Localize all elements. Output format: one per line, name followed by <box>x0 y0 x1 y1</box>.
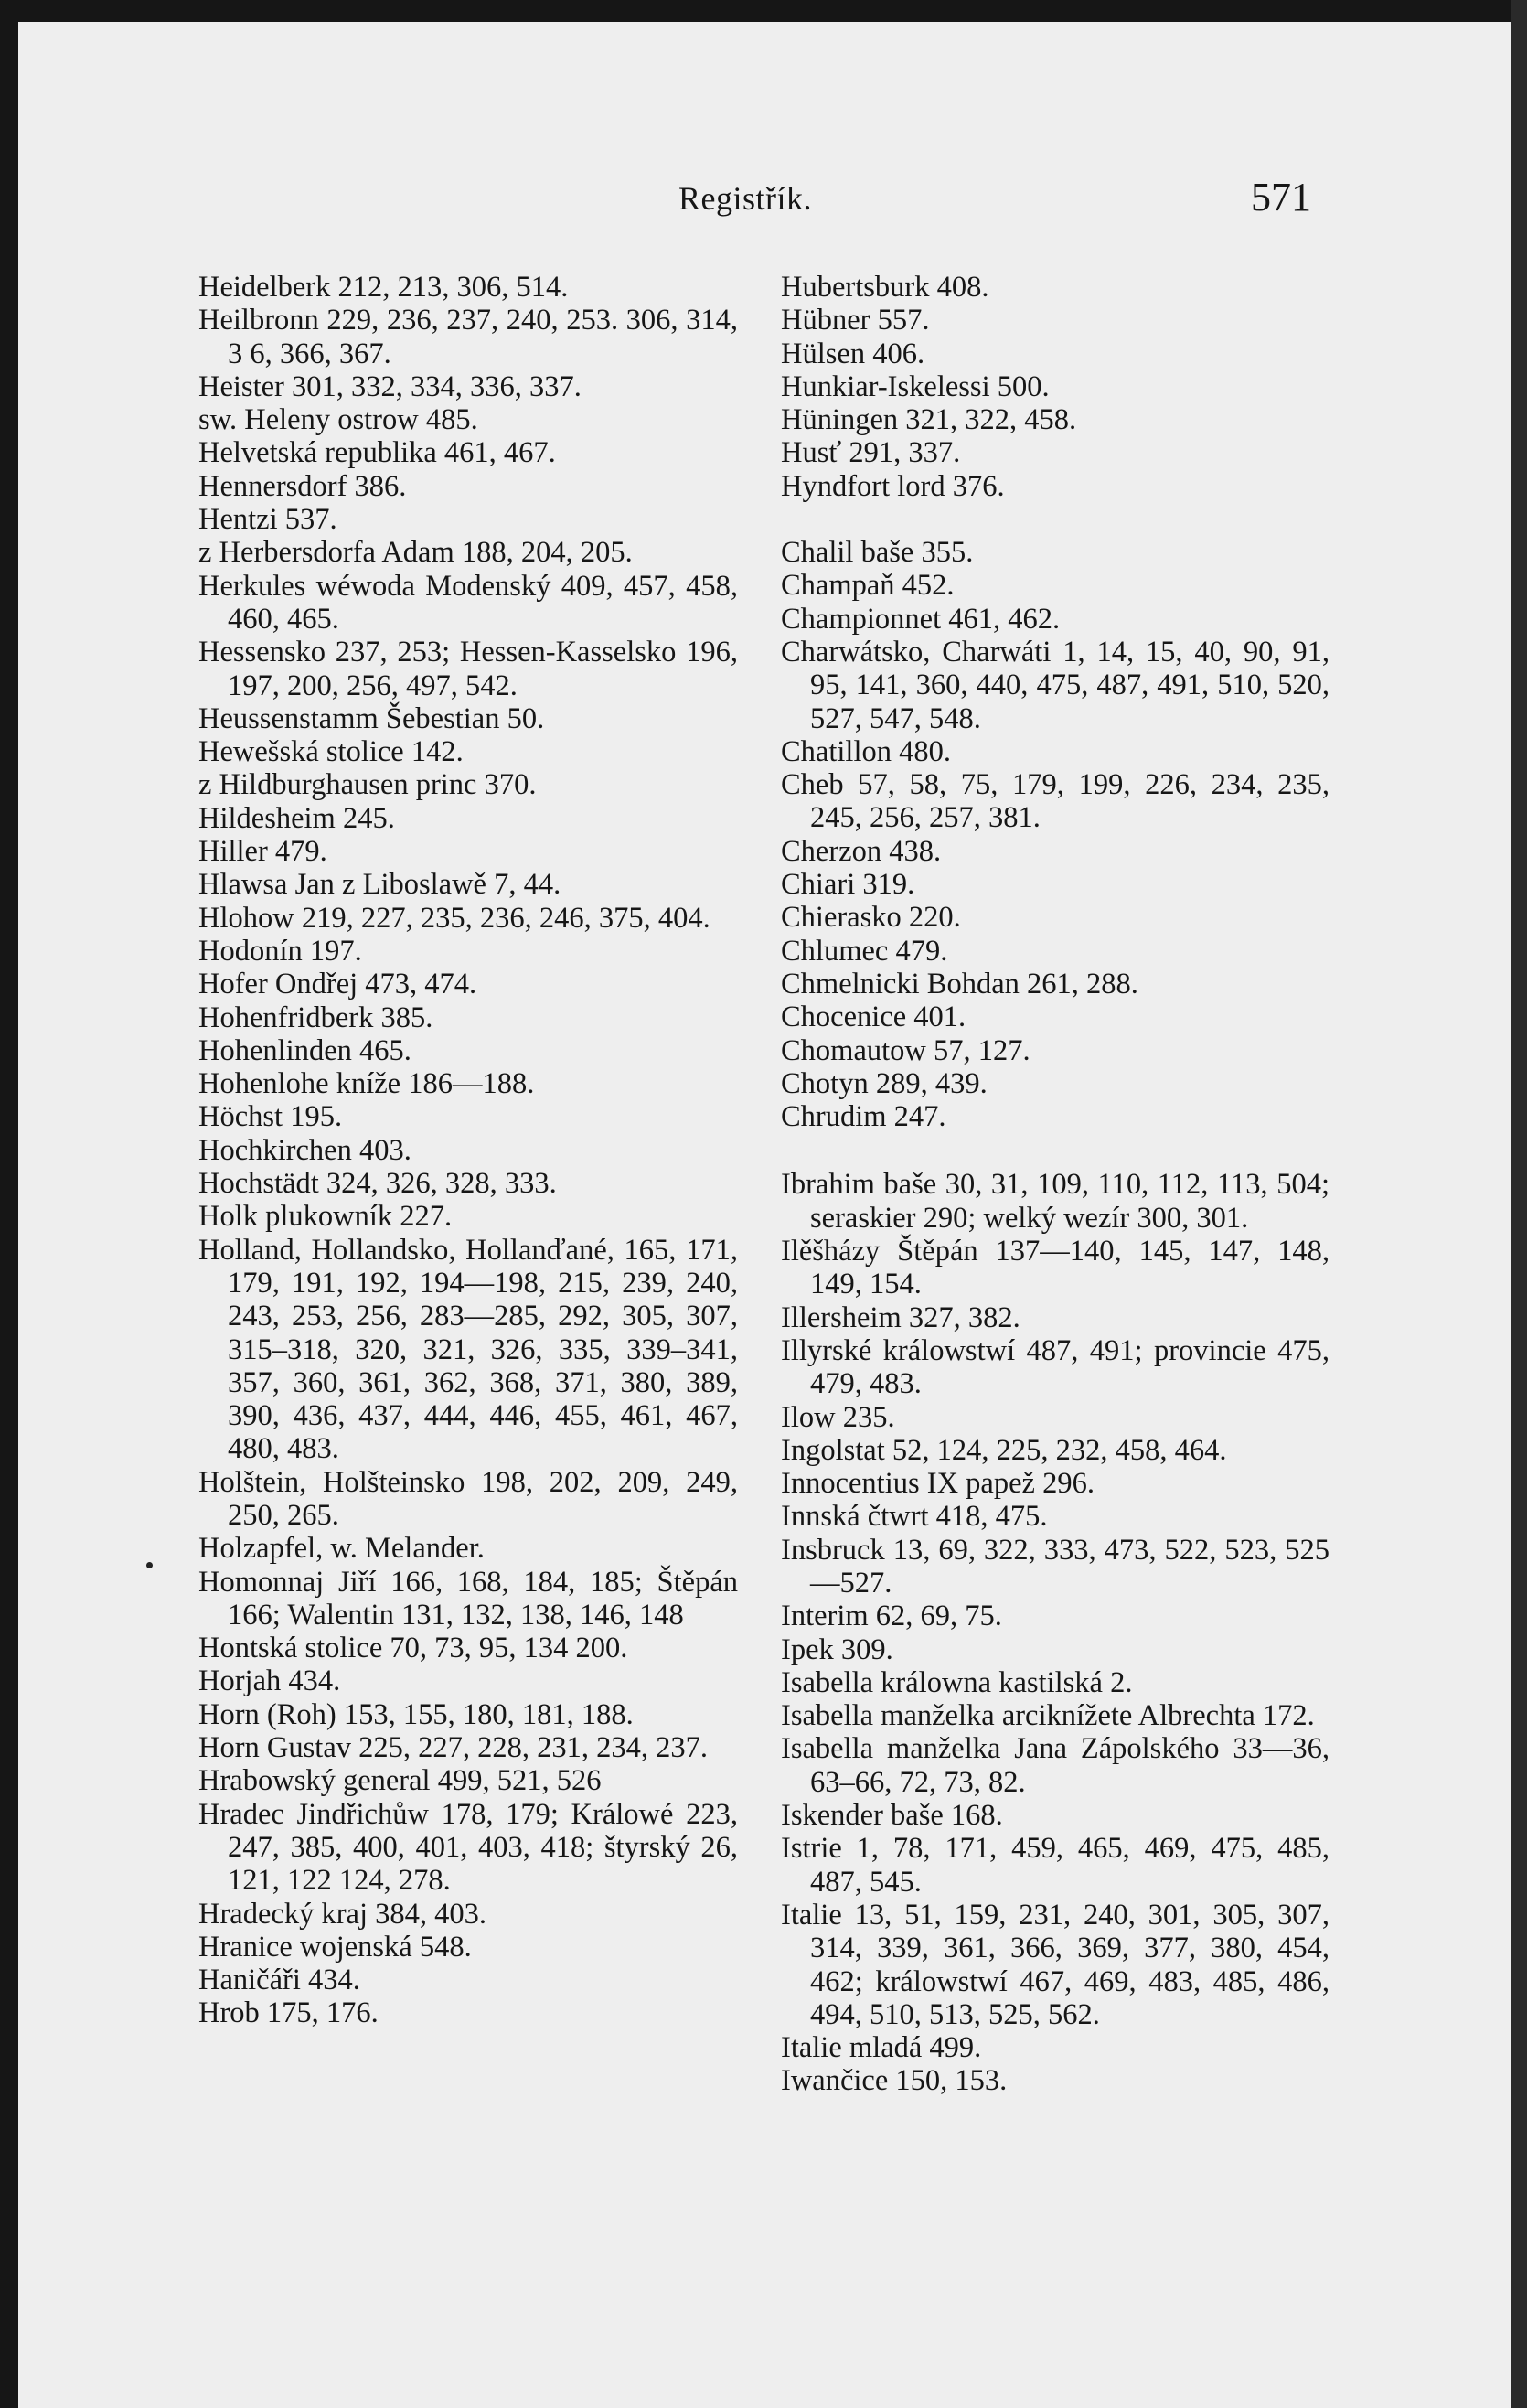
index-entry: Ibrahim baše 30, 31, 109, 110, 112, 113, 504; seraskier 290; welký wezír 300, 301. <box>781 1168 1329 1235</box>
index-entry: Isabella manželka Jana Zápolského 33—36, 63–66, 72, 73, 82. <box>781 1732 1329 1799</box>
index-entry: Istrie 1, 78, 171, 459, 465, 469, 475, 485, 487, 545. <box>781 1832 1329 1899</box>
index-entry: Horjah 434. <box>198 1664 341 1698</box>
index-entry: Chrudim 247. <box>781 1100 946 1134</box>
index-entry: Innská čtwrt 418, 475. <box>781 1500 1048 1534</box>
index-entry: Isabella manželka arciknížete Albrechta 172. <box>781 1699 1315 1733</box>
index-entry: Haničáři 434. <box>198 1964 360 1997</box>
index-entry: Hodonín 197. <box>198 934 362 968</box>
page-number: 571 <box>1251 175 1311 219</box>
index-entry: Hildesheim 245. <box>198 801 395 835</box>
index-entry: Heister 301, 332, 334, 336, 337. <box>198 369 582 403</box>
index-entry: Hohenfridberk 385. <box>198 1001 433 1034</box>
index-entry: Cherzon 438. <box>781 834 942 868</box>
index-entry: Chatillon 480. <box>781 734 951 768</box>
index-entry: Iskender baše 168. <box>781 1799 1003 1833</box>
index-entry: Interim 62, 69, 75. <box>781 1600 1002 1633</box>
index-entry: Italie 13, 51, 159, 231, 240, 301, 305, 307, 314, 339, 361, 366, 369, 377, 380, 454, 462; králowstwí 467, 469, 483, 485, 486, 494, 510, 513, 525, 562. <box>781 1898 1329 2031</box>
index-entry: Hewešská stolice 142. <box>198 735 464 769</box>
index-entry: sw. Heleny ostrow 485. <box>198 403 478 437</box>
index-entry: Hohenlohe kníže 186—188. <box>198 1067 535 1101</box>
index-column-left <box>198 271 738 2030</box>
index-column-right <box>781 271 1329 2098</box>
index-entry: Hofer Ondřej 473, 474. <box>198 968 477 1001</box>
index-entry: Hülsen 406. <box>781 337 925 370</box>
index-entry: Hessensko 237, 253; Hessen-Kasselsko 196, 197, 200, 256, 497, 542. <box>198 636 738 702</box>
index-entry: Hyndfort lord 376. <box>781 469 1005 503</box>
index-entry: Champaň 452. <box>781 569 955 603</box>
index-entry: Horn (Roh) 153, 155, 180, 181, 188. <box>198 1697 634 1731</box>
index-entry: Homonnaj Jiří 166, 168, 184, 185; Štěpán 166; Walentin 131, 132, 138, 146, 148 <box>198 1565 738 1632</box>
index-entry: Ilěšházy Štěpán 137—140, 145, 147, 148, 149, 154. <box>781 1235 1329 1301</box>
index-entry: Heussenstamm Šebestian 50. <box>198 701 545 735</box>
index-entry: z Herbersdorfa Adam 188, 204, 205. <box>198 536 633 570</box>
index-entry: Italie mladá 499. <box>781 2031 982 2065</box>
index-entry: Helvetská republika 461, 467. <box>198 436 556 470</box>
index-entry: Hennersdorf 386. <box>198 469 407 503</box>
index-entry: Insbruck 13, 69, 322, 333, 473, 522, 523, 525—527. <box>781 1533 1329 1600</box>
index-entry: Hlohow 219, 227, 235, 236, 246, 375, 404. <box>198 901 710 935</box>
index-entry: Hentzi 537. <box>198 503 337 537</box>
section-gap <box>781 503 1329 536</box>
index-entry: Hochstädt 324, 326, 328, 333. <box>198 1167 557 1201</box>
index-entry: Hunkiar-Iskelessi 500. <box>781 369 1050 403</box>
index-entry: Championnet 461, 462. <box>781 602 1061 636</box>
index-entry: Hlawsa Jan z Liboslawě 7, 44. <box>198 868 561 902</box>
index-entry: Holk plukowník 227. <box>198 1200 453 1234</box>
index-entry: Ipek 309. <box>781 1632 893 1666</box>
index-entry: Holštein, Holšteinsko 198, 202, 209, 249, 250, 265. <box>198 1465 738 1532</box>
index-entry: Chocenice 401. <box>781 1001 966 1034</box>
index-entry: Chierasko 220. <box>781 901 961 935</box>
scan-border-top <box>0 0 1527 22</box>
scan-border-right <box>1511 0 1527 2408</box>
index-entry: Illyrské králowstwí 487, 491; provincie 475, 479, 483. <box>781 1333 1329 1401</box>
index-entry: Hochkirchen 403. <box>198 1133 411 1167</box>
index-entry: Höchst 195. <box>198 1100 343 1134</box>
index-entry: Hranice wojenská 548. <box>198 1930 472 1964</box>
running-head: Registřík. <box>678 180 812 217</box>
index-entry: Chmelnicki Bohdan 261, 288. <box>781 967 1138 1001</box>
index-entry: Horn Gustav 225, 227, 228, 231, 234, 237. <box>198 1731 708 1765</box>
index-entry: Hradecký kraj 384, 403. <box>198 1897 486 1931</box>
index-entry: Hübner 557. <box>781 304 930 337</box>
index-entry: Heidelberk 212, 213, 306, 514. <box>198 271 569 304</box>
index-entry: z Hildburghausen princ 370. <box>198 768 537 802</box>
index-entry: Holland, Hollandsko, Hollanďané, 165, 171, 179, 191, 192, 194—198, 215, 239, 240, 243, 253, 256, 283—285, 292, 305, 307, 315–318, 320, 321, 326, 335, 339–341, 357, 360, 361, 362, 368, 371, 380, 389, 390, 436, 437, 444, 446, 455, 461, 467, 480, 483. <box>198 1233 738 1466</box>
index-entry: Hubertsburk 408. <box>781 271 989 304</box>
index-entry: Hohenlinden 465. <box>198 1033 411 1067</box>
index-entry: Hradec Jindřichůw 178, 179; Králowé 223, 247, 385, 400, 401, 403, 418; štyrský 26, 121, 122 124, 278. <box>198 1797 738 1898</box>
index-entry: Ilow 235. <box>781 1400 895 1434</box>
index-entry: Ingolstat 52, 124, 225, 232, 458, 464. <box>781 1433 1227 1467</box>
index-entry: Holzapfel, w. Melander. <box>198 1532 485 1566</box>
index-entry: Hontská stolice 70, 73, 95, 134 200. <box>198 1632 628 1665</box>
index-entry: Isabella králowna kastilská 2. <box>781 1665 1133 1699</box>
index-entry: Hüningen 321, 322, 458. <box>781 403 1077 437</box>
index-entry: Cheb 57, 58, 75, 179, 199, 226, 234, 235, 245, 256, 257, 381. <box>781 768 1329 835</box>
section-gap <box>781 1133 1329 1168</box>
index-entry: Chomautow 57, 127. <box>781 1033 1030 1067</box>
index-entry: Chotyn 289, 439. <box>781 1066 988 1100</box>
index-entry: Iwančice 150, 153. <box>781 2064 1008 2098</box>
index-entry: Hiller 479. <box>198 835 327 869</box>
stray-mark <box>146 1562 153 1568</box>
index-entry: Chiari 319. <box>781 868 915 902</box>
index-entry: Charwátsko, Charwáti 1, 14, 15, 40, 90, 91, 95, 141, 360, 440, 475, 487, 491, 510, 520, 527, 547, 548. <box>781 635 1329 735</box>
index-entry: Hrob 175, 176. <box>198 1996 379 2030</box>
index-entry: Husť 291, 337. <box>781 436 961 470</box>
index-entry: Heilbronn 229, 236, 237, 240, 253. 306, 314, 3 6, 366, 367. <box>198 304 738 370</box>
index-entry: Chalil baše 355. <box>781 536 974 570</box>
index-entry: Hrabowský general 499, 521, 526 <box>198 1764 602 1798</box>
scan-border-left <box>0 0 18 2408</box>
index-entry: Innocentius IX papež 296. <box>781 1467 1095 1501</box>
index-entry: Chlumec 479. <box>781 934 948 968</box>
index-entry: Illersheim 327, 382. <box>781 1300 1020 1334</box>
index-entry: Herkules wéwoda Modenský 409, 457, 458, 460, 465. <box>198 569 738 636</box>
